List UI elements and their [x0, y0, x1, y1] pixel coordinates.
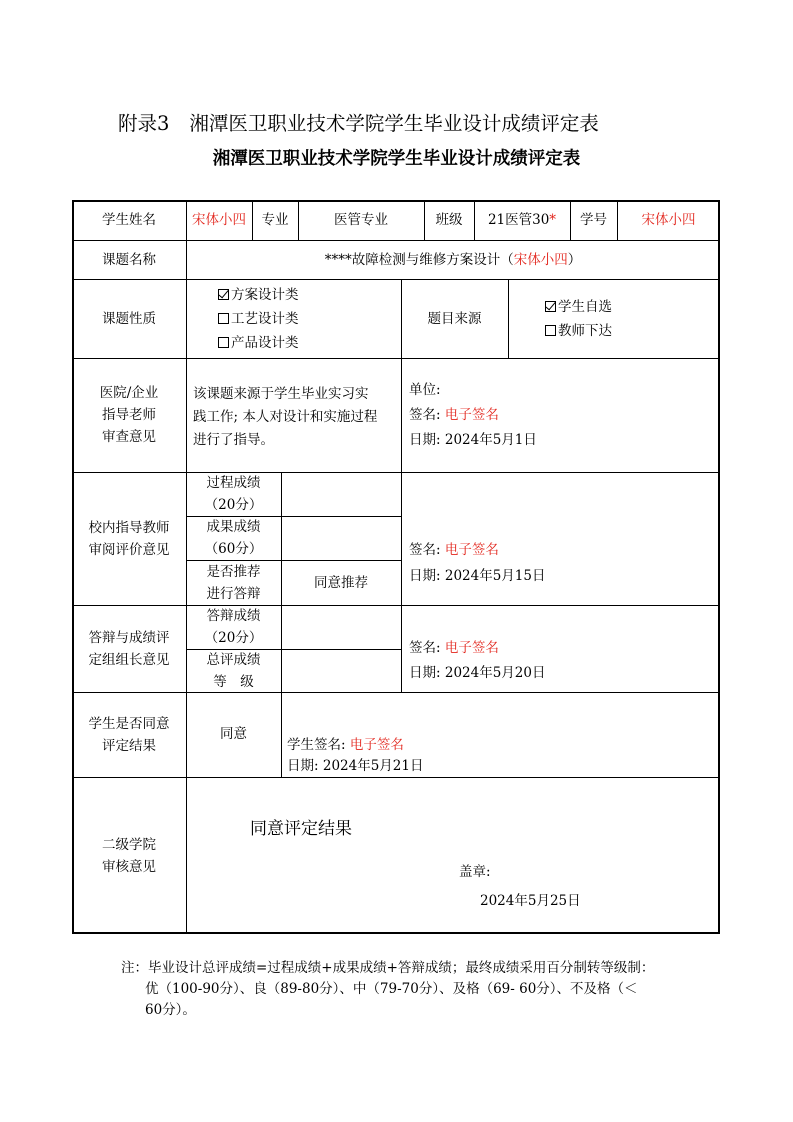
date-value: 2024年5月20日: [444, 665, 546, 681]
student-agree-answer[interactable]: 同意: [220, 726, 247, 742]
process-score-label: [186, 472, 281, 516]
signature-label: 学生签名:: [287, 737, 346, 753]
nature-option-label: 方案设计类: [231, 287, 299, 303]
class-value-text: 21医管30: [487, 212, 550, 228]
label-line: 成果成绩: [206, 519, 261, 535]
label-line: 二级学院: [102, 836, 156, 853]
hospital-unit-label: 单位:: [409, 382, 441, 398]
nature-label: 课题性质: [102, 310, 156, 327]
source-option-teacher[interactable]: [545, 320, 612, 343]
source-label: 题目来源: [427, 310, 482, 327]
recommend-defense-label: [186, 560, 281, 605]
checkbox-checked-icon[interactable]: [218, 289, 229, 300]
footnote-line: 优（100-90分）、良（89-80分）、中（79-70分）、及格（69- 60分）、不及格（＜: [145, 981, 638, 997]
label-line: 评定结果: [102, 737, 156, 754]
total-grade-value[interactable]: [281, 649, 401, 692]
hospital-comment: [193, 383, 377, 452]
signature-value: 电子签名: [444, 640, 499, 656]
label-line: 学生是否同意: [88, 715, 170, 732]
student-id-value: 宋体小四: [641, 212, 696, 228]
school-advisor-label: [72, 472, 186, 605]
label-line: 医院/企业: [99, 385, 159, 401]
hospital-signature: [409, 404, 499, 427]
comment-line: 进行了指导。: [193, 432, 274, 448]
student-name-value: 宋体小四: [192, 212, 246, 228]
recommend-defense-value[interactable]: 同意推荐: [314, 574, 368, 591]
class-label: 班级: [435, 212, 463, 228]
college-seal-label: 盖章:: [459, 864, 491, 880]
date-label: 日期:: [287, 758, 319, 774]
signature-value: 电子签名: [444, 542, 499, 558]
college-opinion: 同意评定结果: [250, 819, 352, 839]
result-score-label: [186, 516, 281, 560]
label-line: 答辩成绩: [206, 608, 261, 624]
total-grade-label: [186, 649, 281, 692]
date-label: 日期:: [409, 432, 441, 448]
defense-score-value[interactable]: [281, 605, 401, 649]
process-score-value[interactable]: [281, 472, 401, 516]
col-divider: [508, 279, 509, 358]
label-line: 审核意见: [102, 858, 156, 875]
source-option-self[interactable]: [545, 296, 612, 319]
major-value: 医管专业: [334, 212, 388, 228]
signature-label: 签名:: [409, 640, 441, 656]
topic-label: 课题名称: [102, 251, 156, 268]
appendix-heading: [118, 108, 599, 136]
class-value-mark: *: [549, 212, 557, 228]
hospital-advisor-label: [72, 358, 186, 472]
label-line: 校内指导教师: [88, 519, 170, 536]
topic-value-font-note: 宋体小四: [513, 251, 568, 268]
signature-value: 电子签名: [444, 407, 499, 423]
checkbox-empty-icon[interactable]: [218, 337, 229, 348]
student-name-label: 学生姓名: [102, 212, 156, 228]
school-advisor-date: [409, 565, 545, 588]
label-line: 是否推荐: [206, 563, 261, 580]
topic-value: [186, 240, 720, 279]
checkbox-checked-icon[interactable]: [545, 301, 556, 312]
school-advisor-signature: [409, 539, 499, 562]
student-signature: [287, 734, 404, 757]
label-line: 审查意见: [102, 429, 156, 445]
nature-option-product[interactable]: [218, 332, 299, 355]
appendix-title: 湘潭医卫职业技术学院学生毕业设计成绩评定表: [189, 112, 599, 135]
nature-option-design[interactable]: [218, 284, 299, 307]
source-option-label: 教师下达: [558, 323, 612, 339]
label-line: （60分）: [204, 541, 263, 557]
label-line: 进行答辩: [206, 585, 261, 602]
college-date: 2024年5月25日: [480, 893, 581, 909]
footnote-line: 60分）。: [145, 1002, 196, 1018]
student-id-label: 学号: [580, 212, 607, 228]
class-value: [474, 200, 570, 240]
footnote: [121, 958, 681, 1021]
student-agree-label: [72, 692, 186, 777]
label-line: 过程成绩: [206, 475, 261, 491]
appendix-label: 附录3: [118, 112, 170, 135]
label-line: 总评成绩: [206, 651, 261, 668]
label-line: （20分）: [204, 630, 263, 646]
defense-signature: [409, 637, 499, 660]
topic-value-text: ****故障检测与维修方案设计（: [324, 251, 514, 268]
defense-date: [409, 662, 545, 685]
label-line: （20分）: [204, 497, 263, 513]
checkbox-empty-icon[interactable]: [545, 325, 556, 336]
date-label: 日期:: [409, 665, 441, 681]
comment-line: 该课题来源于学生毕业实习实: [193, 386, 369, 402]
label-line: 答辩与成绩评: [88, 629, 170, 646]
label-line: 审阅评价意见: [88, 541, 170, 558]
signature-label: 签名:: [409, 542, 441, 558]
source-option-label: 学生自选: [558, 299, 612, 315]
major-label: 专业: [261, 212, 289, 228]
label-line: 指导老师: [102, 407, 156, 423]
college-review-label: [72, 777, 186, 934]
date-value: 2024年5月1日: [444, 432, 537, 448]
date-label: 日期:: [409, 568, 441, 584]
student-date: [287, 755, 423, 778]
date-value: 2024年5月21日: [322, 758, 424, 774]
date-value: 2024年5月15日: [444, 568, 546, 584]
label-line: 定组组长意见: [88, 651, 170, 668]
defense-score-label: [186, 605, 281, 649]
form-title: 湘潭医卫职业技术学院学生毕业设计成绩评定表: [212, 149, 581, 169]
signature-value: 电子签名: [349, 737, 404, 753]
col-divider: [281, 692, 282, 777]
topic-value-close: ）: [567, 251, 582, 268]
footnote-line: 注：毕业设计总评成绩=过程成绩+成果成绩+答辩成绩；最终成绩采用百分制转等级制：: [121, 960, 655, 976]
nature-option-process[interactable]: [218, 308, 299, 331]
nature-option-label: 产品设计类: [231, 335, 299, 351]
hospital-date: [409, 429, 537, 452]
checkbox-empty-icon[interactable]: [218, 313, 229, 324]
signature-label: 签名:: [409, 407, 441, 423]
nature-option-label: 工艺设计类: [231, 311, 299, 327]
label-line: 等 级: [213, 673, 254, 690]
defense-label: [72, 605, 186, 692]
comment-line: 践工作; 本人对设计和实施过程: [193, 409, 378, 425]
result-score-value[interactable]: [281, 516, 401, 560]
